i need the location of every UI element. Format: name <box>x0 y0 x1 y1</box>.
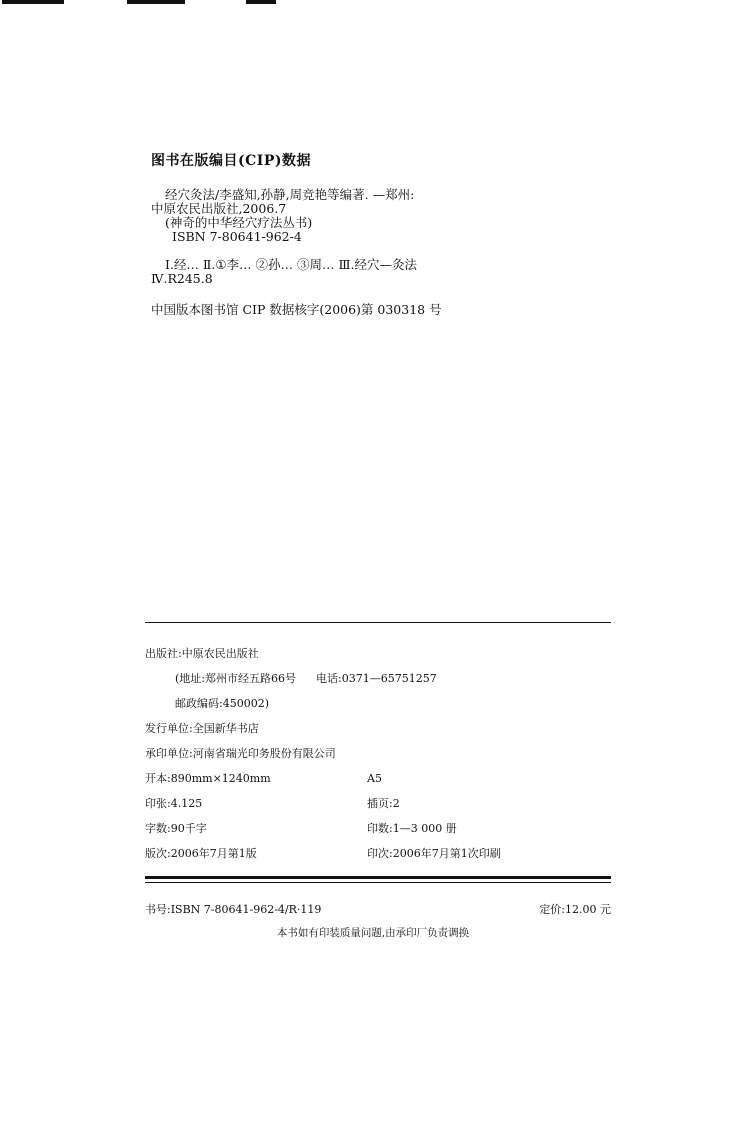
isbn-price-line <box>145 901 611 917</box>
copies-text: 印数:1—3 000 册 <box>367 822 457 835</box>
words-text: 字数:90千字 <box>145 822 207 835</box>
bottom-dividers <box>145 876 611 883</box>
publication-details <box>145 623 611 874</box>
cip-classification-line: Ⅳ.R245.8 <box>151 271 213 286</box>
cip-subject-entry <box>151 258 621 286</box>
cip-heading: 图书在版编目(CIP)数据 <box>151 153 311 169</box>
top-edge-mark-3 <box>246 0 276 4</box>
address-text: (地址:郑州市经五路66号 <box>175 672 296 685</box>
quality-notice: 本书如有印装质量问题,由承印厂负责调换 <box>276 927 470 939</box>
cip-record-number: 中国版本图书馆 CIP 数据核字(2006)第 030318 号 <box>151 302 442 317</box>
cip-subject-line: Ⅰ.经… Ⅱ.①李… ②孙… ③周… Ⅲ.经穴—灸法 <box>165 257 418 272</box>
cip-entry-publisher-line: 中原农民出版社,2006.7 <box>151 201 287 216</box>
top-edge-mark-1 <box>2 0 64 4</box>
price-text: 定价:12.00 元 <box>539 903 611 916</box>
cip-entry-title-line: 经穴灸法/李盛知,孙静,周竞艳等编著. —郑州: <box>165 187 415 202</box>
publisher-line: 出版社:中原农民出版社 <box>145 647 259 660</box>
distributor-line: 发行单位:全国新华书店 <box>145 722 259 735</box>
address-line <box>145 666 611 691</box>
plates-text: 插页:2 <box>367 797 400 810</box>
spec-grid <box>145 766 611 866</box>
printer-line: 承印单位:河南省瑞光印务股份有限公司 <box>145 747 336 760</box>
isbn-full-text: 书号:ISBN 7-80641-962-4/R·119 <box>145 903 322 916</box>
publication-info-block <box>145 622 611 940</box>
printing-text: 印次:2006年7月第1次印刷 <box>367 847 501 860</box>
edition-text: 版次:2006年7月第1版 <box>145 847 257 860</box>
cip-bibliographic-entry <box>151 188 621 244</box>
bottom-divider-thick <box>145 876 611 879</box>
cip-entry-series-line: (神奇的中华经穴疗法丛书) <box>165 215 313 230</box>
format-text: 开本:890mm×1240mm <box>145 772 271 785</box>
sheets-text: 印张:4.125 <box>145 797 203 810</box>
format-size-text: A5 <box>367 772 382 785</box>
bottom-divider-thin <box>145 882 611 883</box>
phone-text: 电话:0371—65751257 <box>316 672 437 685</box>
postcode-line: 邮政编码:450002) <box>175 697 269 710</box>
cip-entry-isbn-line: ISBN 7-80641-962-4 <box>172 229 302 244</box>
cip-data-block <box>151 150 621 318</box>
top-edge-mark-2 <box>127 0 185 4</box>
